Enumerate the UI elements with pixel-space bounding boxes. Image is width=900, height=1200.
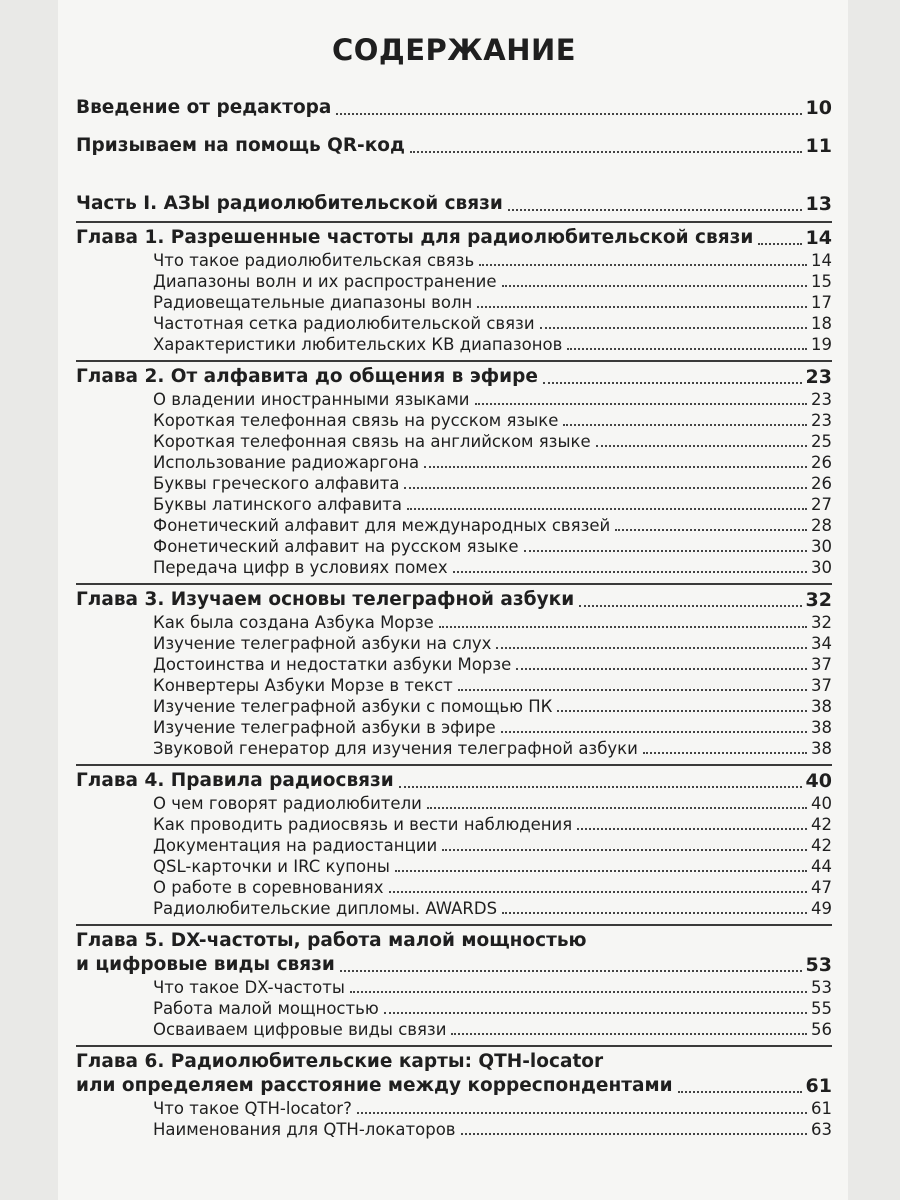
entry-label: Что такое радиолюбительская связь [153, 251, 475, 270]
entry-page: 32 [811, 613, 832, 632]
leader-dots [477, 306, 807, 308]
chapter-title[interactable] [76, 1050, 832, 1098]
leader-dots [502, 285, 807, 287]
section-item[interactable] [76, 1098, 832, 1119]
leader-dots [350, 991, 807, 993]
entry-label: Конвертеры Азбуки Морзе в текст [153, 676, 453, 695]
entry-label: Радиовещательные диапазоны волн [153, 293, 473, 312]
toc-entry-intro[interactable] [76, 96, 832, 120]
leader-dots [567, 348, 807, 350]
section-item[interactable] [76, 654, 832, 675]
entry-label: Изучение телеграфной азбуки с помощью ПК [153, 697, 553, 716]
entry-page: 55 [811, 999, 832, 1018]
entry-label: Характеристики любительских КВ диапазонов [153, 335, 563, 354]
entry-label: Что такое QTH-locator? [153, 1099, 352, 1118]
section-item[interactable] [76, 473, 832, 494]
leader-dots [543, 382, 802, 384]
entry-page: 61 [811, 1099, 832, 1118]
section-item[interactable] [76, 977, 832, 998]
leader-dots [479, 264, 807, 266]
entry-label: и цифровые виды связи [76, 954, 335, 975]
entry-label: Введение от редактора [76, 97, 332, 118]
section-item[interactable] [76, 515, 832, 536]
chapter-title-line-1: Глава 6. Радиолюбительские карты: QTH-locator [76, 1051, 604, 1072]
section-item[interactable] [76, 856, 832, 877]
entry-page: 10 [805, 97, 832, 119]
section-item[interactable] [76, 877, 832, 898]
entry-label: Короткая телефонная связь на русском языке [153, 411, 559, 430]
entry-page: 34 [811, 634, 832, 653]
section-item[interactable] [76, 835, 832, 856]
entry-page: 53 [811, 978, 832, 997]
entry-page: 40 [805, 770, 832, 792]
leader-dots [540, 327, 807, 329]
leader-dots [557, 710, 807, 712]
chapter-title[interactable] [76, 769, 832, 793]
section-item[interactable] [76, 1119, 832, 1140]
toc-entry-part[interactable] [76, 192, 832, 216]
entry-label: Глава 4. Правила радиосвязи [76, 770, 394, 791]
section-item[interactable] [76, 250, 832, 271]
entry-page: 56 [811, 1020, 832, 1039]
section-item[interactable] [76, 292, 832, 313]
leader-dots [563, 424, 807, 426]
section-item[interactable] [76, 389, 832, 410]
section-item[interactable] [76, 793, 832, 814]
entry-label: О чем говорят радиолюбители [153, 794, 422, 813]
entry-page: 17 [811, 293, 832, 312]
entry-page: 26 [811, 474, 832, 493]
leader-dots [453, 571, 807, 573]
entry-label: Частотная сетка радиолюбительской связи [153, 314, 535, 333]
entry-page: 11 [805, 135, 832, 157]
leader-dots [615, 529, 807, 531]
entry-label: О работе в соревнованиях [153, 878, 384, 897]
entry-page: 14 [805, 227, 832, 249]
leader-dots [410, 151, 802, 153]
entry-label: Короткая телефонная связь на английском языке [153, 432, 591, 451]
leader-dots [502, 912, 807, 914]
leader-dots [407, 508, 807, 510]
chapter-6 [76, 1045, 832, 1140]
leader-dots [758, 243, 801, 245]
chapter-title[interactable] [76, 226, 832, 250]
section-item[interactable] [76, 675, 832, 696]
entry-page: 23 [811, 390, 832, 409]
section-item[interactable] [76, 998, 832, 1019]
leader-dots [336, 113, 801, 115]
section-item[interactable] [76, 431, 832, 452]
section-item[interactable] [76, 313, 832, 334]
leader-dots [577, 828, 807, 830]
leader-dots [427, 807, 807, 809]
entry-page: 44 [811, 857, 832, 876]
entry-page: 63 [811, 1120, 832, 1139]
section-item[interactable] [76, 452, 832, 473]
chapter-5 [76, 924, 832, 1040]
entry-label: Как проводить радиосвязь и вести наблюдения [153, 815, 573, 834]
leader-dots [524, 550, 807, 552]
leader-dots [461, 1133, 807, 1135]
entry-label: Документация на радиостанции [153, 836, 438, 855]
leader-dots [508, 209, 802, 211]
leader-dots [501, 731, 807, 733]
section-item[interactable] [76, 898, 832, 919]
leader-dots [451, 1033, 807, 1035]
toc [76, 28, 832, 1140]
leader-dots [399, 786, 802, 788]
entry-page: 47 [811, 878, 832, 897]
entry-label: или определяем расстояние между корреспондентами [76, 1075, 673, 1096]
entry-label: Передача цифр в условиях помех [153, 558, 448, 577]
leader-dots [596, 445, 807, 447]
entry-label: Как была создана Азбука Морзе [153, 613, 434, 632]
section-item[interactable] [76, 612, 832, 633]
entry-page: 37 [811, 655, 832, 674]
section-item[interactable] [76, 334, 832, 355]
section-item[interactable] [76, 271, 832, 292]
leader-dots [340, 970, 802, 972]
entry-page: 28 [811, 516, 832, 535]
chapter-title[interactable] [76, 929, 832, 977]
entry-page: 42 [811, 836, 832, 855]
entry-page: 14 [811, 251, 832, 270]
section-item[interactable] [76, 633, 832, 654]
entry-label: Буквы латинского алфавита [153, 495, 403, 514]
leader-dots [458, 689, 807, 691]
chapter-4 [76, 764, 832, 919]
leader-dots [389, 891, 807, 893]
entry-page: 37 [811, 676, 832, 695]
entry-label: Глава 3. Изучаем основы телеграфной азбуки [76, 589, 575, 610]
section-item[interactable] [76, 494, 832, 515]
entry-label: Глава 1. Разрешенные частоты для радиолюбительской связи [76, 227, 754, 248]
leader-dots [357, 1112, 807, 1114]
entry-page: 42 [811, 815, 832, 834]
section-item[interactable] [76, 814, 832, 835]
chapter-title-line-2 [76, 1074, 832, 1098]
leader-dots [439, 626, 807, 628]
leader-dots [442, 849, 807, 851]
section-item[interactable] [76, 738, 832, 759]
entry-label: Работа малой мощностью [153, 999, 379, 1018]
page-title: СОДЕРЖАНИЕ [331, 33, 577, 67]
leader-dots [496, 647, 807, 649]
entry-page: 13 [805, 193, 832, 215]
entry-page: 30 [811, 558, 832, 577]
entry-label: Изучение телеграфной азбуки в эфире [153, 718, 496, 737]
entry-label: Использование радиожаргона [153, 453, 420, 472]
section-item[interactable] [76, 536, 832, 557]
entry-page: 40 [811, 794, 832, 813]
book-page [58, 0, 848, 1200]
leader-dots [475, 403, 807, 405]
entry-page: 32 [805, 589, 832, 611]
entry-page: 18 [811, 314, 832, 333]
section-item[interactable] [76, 1019, 832, 1040]
chapter-title[interactable] [76, 588, 832, 612]
leader-dots [395, 870, 807, 872]
chapter-1 [76, 221, 832, 355]
entry-label: Что такое DX-частоты [153, 978, 345, 997]
entry-label: Осваиваем цифровые виды связи [153, 1020, 447, 1039]
entry-label: Изучение телеграфной азбуки на слух [153, 634, 492, 653]
entry-label: Глава 2. От алфавита до общения в эфире [76, 366, 538, 387]
entry-label: Призываем на помощь QR-код [76, 135, 405, 156]
entry-page: 61 [805, 1075, 832, 1097]
leader-dots [678, 1091, 802, 1093]
entry-page: 23 [805, 366, 832, 388]
section-item[interactable] [76, 410, 832, 431]
entry-page: 25 [811, 432, 832, 451]
section-item[interactable] [76, 696, 832, 717]
entry-page: 38 [811, 697, 832, 716]
entry-page: 19 [811, 335, 832, 354]
entry-label: Часть I. АЗЫ радиолюбительской связи [76, 193, 503, 214]
entry-label: Фонетический алфавит для международных связей [153, 516, 611, 535]
entry-label: Радиолюбительские дипломы. AWARDS [153, 899, 498, 918]
entry-page: 15 [811, 272, 832, 291]
entry-page: 38 [811, 718, 832, 737]
entry-label: Звуковой генератор для изучения телеграфной азбуки [153, 739, 638, 758]
section-item[interactable] [76, 717, 832, 738]
entry-page: 27 [811, 495, 832, 514]
chapter-title[interactable] [76, 365, 832, 389]
entry-page: 49 [811, 899, 832, 918]
leader-dots [404, 487, 807, 489]
section-item[interactable] [76, 557, 832, 578]
leader-dots [424, 466, 807, 468]
entry-label: Достоинства и недостатки азбуки Морзе [153, 655, 512, 674]
entry-page: 26 [811, 453, 832, 472]
entry-page: 38 [811, 739, 832, 758]
entry-page: 23 [811, 411, 832, 430]
entry-label: Фонетический алфавит на русском языке [153, 537, 519, 556]
leader-dots [579, 605, 801, 607]
entry-label: Диапазоны волн и их распространение [153, 272, 497, 291]
chapter-3 [76, 583, 832, 759]
leader-dots [516, 668, 807, 670]
chapter-title-line-1: Глава 5. DX-частоты, работа малой мощностью [76, 930, 587, 951]
entry-label: О владении иностранными языками [153, 390, 470, 409]
entry-label: Наименования для QTH-локаторов [153, 1120, 456, 1139]
chapter-2 [76, 360, 832, 578]
leader-dots [643, 752, 807, 754]
chapter-title-line-2 [76, 953, 832, 977]
entry-label: QSL-карточки и IRC купоны [153, 857, 390, 876]
toc-entry-qr[interactable] [76, 134, 832, 158]
entry-label: Буквы греческого алфавита [153, 474, 400, 493]
entry-page: 30 [811, 537, 832, 556]
entry-page: 53 [805, 954, 832, 976]
leader-dots [384, 1012, 807, 1014]
